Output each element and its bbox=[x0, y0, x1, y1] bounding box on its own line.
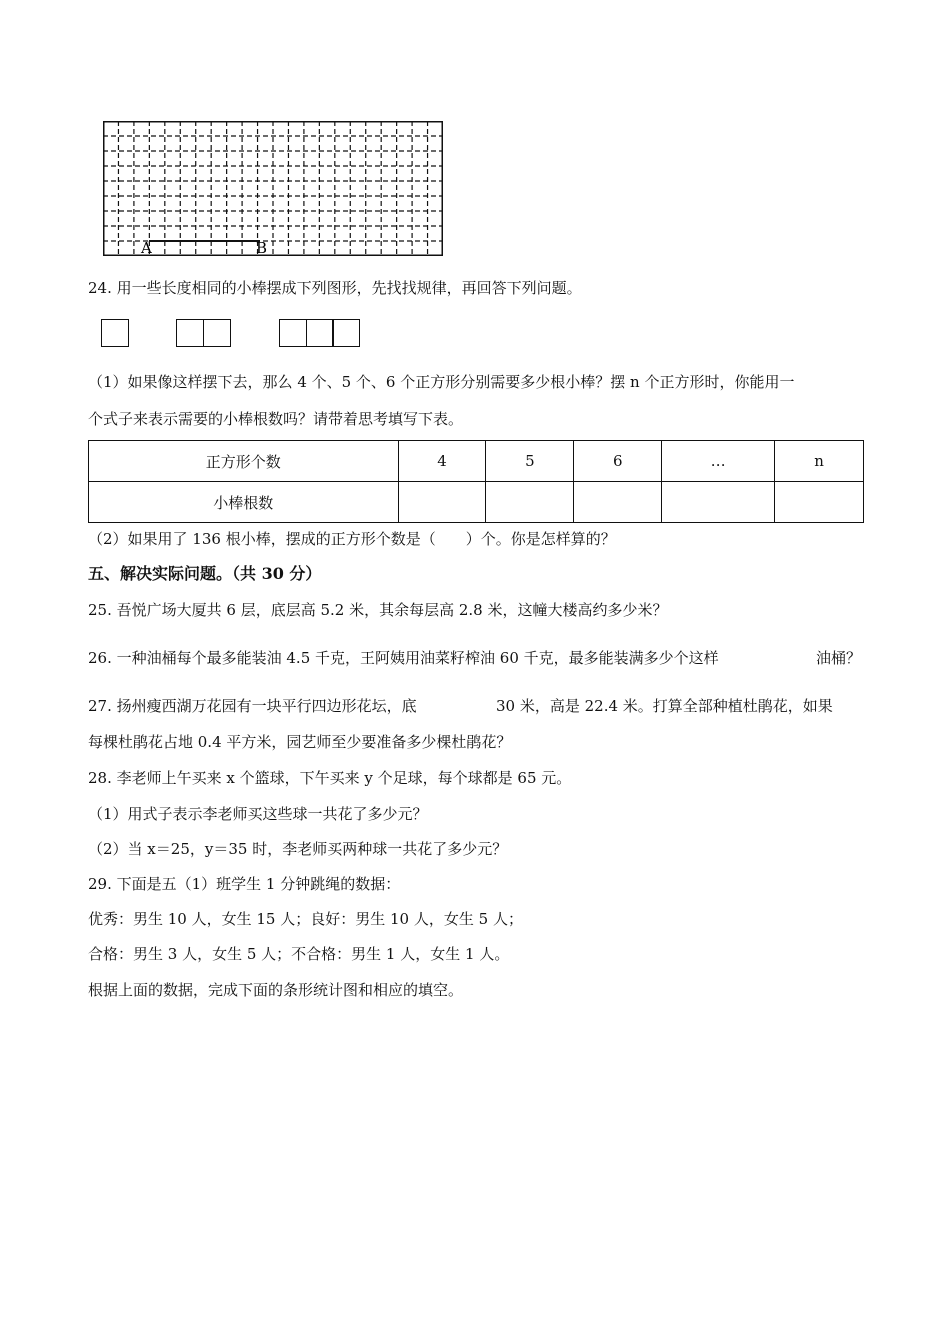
q24-part2: （2）如果用了 136 根小棒，摆成的正方形个数是（ ）个。你是怎样算的？ bbox=[88, 530, 616, 548]
stick-square bbox=[101, 319, 129, 347]
table-blank-cell[interactable] bbox=[574, 482, 662, 523]
stick-square bbox=[203, 319, 231, 347]
table-row bbox=[89, 482, 864, 523]
q28-part1: （1）用式子表示李老师买这些球一共花了多少元？ bbox=[88, 805, 428, 823]
q27-line1b: 30 米，高是 22.4 米。打算全部种植杜鹃花，如果 bbox=[496, 697, 833, 715]
sticks-table bbox=[88, 440, 864, 523]
table-header-stick-count: 小棒根数 bbox=[89, 482, 399, 523]
point-b-label: B bbox=[256, 239, 268, 256]
table-cell: n bbox=[775, 441, 864, 482]
table-blank-cell[interactable] bbox=[662, 482, 775, 523]
grid-svg bbox=[103, 121, 443, 256]
q29-line1: 优秀：男生 10 人，女生 15 人；良好：男生 10 人，女生 5 人； bbox=[88, 910, 523, 928]
stick-square bbox=[332, 319, 360, 347]
q24-part1-line2: 个式子来表示需要的小棒根数吗？请带着思考填写下表。 bbox=[88, 410, 464, 428]
q24-part1-line1: （1）如果像这样摆下去，那么 4 个、5 个、6 个正方形分别需要多少根小棒？摆 n 个正方形时，你能用一 bbox=[88, 373, 795, 391]
stick-square bbox=[279, 319, 307, 347]
table-row bbox=[89, 441, 864, 482]
table-blank-cell[interactable] bbox=[486, 482, 574, 523]
table-cell: 6 bbox=[574, 441, 662, 482]
q24-stem: 24. 用一些长度相同的小棒摆成下列图形，先找找规律，再回答下列问题。 bbox=[88, 279, 582, 297]
one-square-figure bbox=[101, 319, 129, 347]
stick-square bbox=[176, 319, 204, 347]
table-cell: … bbox=[662, 441, 775, 482]
q29-line3: 根据上面的数据，完成下面的条形统计图和相应的填空。 bbox=[88, 981, 464, 999]
table-header-square-count: 正方形个数 bbox=[89, 441, 399, 482]
dashed-grid-figure bbox=[103, 121, 443, 256]
q29-stem: 29. 下面是五（1）班学生 1 分钟跳绳的数据： bbox=[88, 875, 401, 893]
point-a-label: A bbox=[141, 239, 152, 256]
q25-text: 25. 吾悦广场大厦共 6 层，底层高 5.2 米，其余每层高 2.8 米，这幢大楼高约多少米？ bbox=[88, 601, 668, 619]
two-squares-figure bbox=[176, 319, 231, 347]
table-blank-cell[interactable] bbox=[398, 482, 486, 523]
table-cell: 4 bbox=[398, 441, 486, 482]
q28-stem: 28. 李老师上午买来 x 个篮球，下午买来 y 个足球，每个球都是 65 元。 bbox=[88, 769, 572, 787]
table-blank-cell[interactable] bbox=[775, 482, 864, 523]
q27-line1a: 27. 扬州瘦西湖万花园有一块平行四边形花坛，底 bbox=[88, 697, 417, 715]
q26-tail: 油桶？ bbox=[816, 649, 862, 667]
q27-line2: 每棵杜鹃花占地 0.4 平方米，园艺师至少要准备多少棵杜鹃花？ bbox=[88, 733, 512, 751]
three-squares-figure bbox=[279, 319, 360, 347]
section-title: 五、解决实际问题。（共 30 分） bbox=[88, 564, 322, 583]
q29-line2: 合格：男生 3 人，女生 5 人；不合格：男生 1 人，女生 1 人。 bbox=[88, 945, 510, 963]
q26-text: 26. 一种油桶每个最多能装油 4.5 千克，王阿姨用油菜籽榨油 60 千克，最多能装满多少个这样 bbox=[88, 649, 719, 667]
table-cell: 5 bbox=[486, 441, 574, 482]
q28-part2: （2）当 x＝25，y＝35 时，李老师买两种球一共花了多少元？ bbox=[88, 840, 508, 858]
stick-square bbox=[306, 319, 334, 347]
